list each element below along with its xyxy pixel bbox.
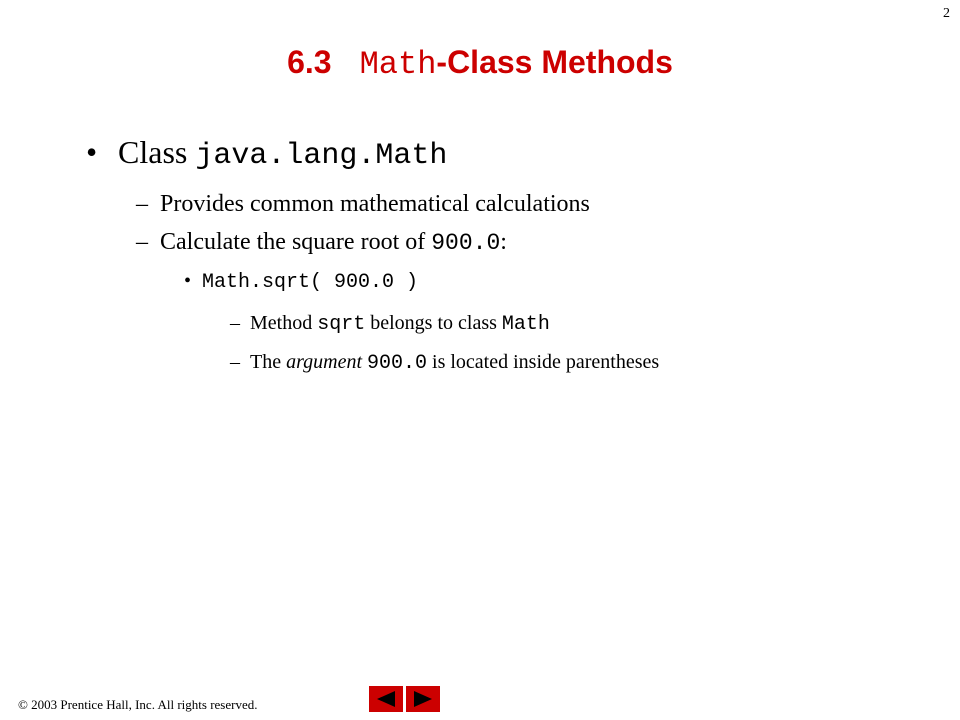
detail-emphasis: argument bbox=[286, 351, 363, 373]
sub-bullet-code: 900.0 bbox=[431, 230, 501, 256]
slide-navigation bbox=[369, 686, 440, 712]
bullet-code: java.lang.Math bbox=[195, 139, 448, 173]
detail-text: The bbox=[250, 351, 287, 373]
dash-icon: – bbox=[230, 312, 240, 334]
bullet-icon: • bbox=[86, 134, 98, 170]
right-arrow-icon bbox=[410, 689, 436, 709]
detail-code: 900.0 bbox=[367, 352, 428, 375]
previous-slide-button[interactable] bbox=[369, 686, 403, 712]
sub-bullet-provides bbox=[136, 191, 590, 218]
title-code: Math bbox=[359, 46, 437, 83]
code-text: Math.sqrt( 900.0 ) bbox=[202, 271, 419, 294]
detail-text: is located inside parentheses bbox=[427, 351, 660, 373]
sub-bullet-text: Calculate the square root of bbox=[160, 229, 432, 255]
next-slide-button[interactable] bbox=[406, 686, 440, 712]
section-number: 6.3 bbox=[287, 44, 332, 80]
detail-code: Math bbox=[501, 313, 550, 336]
dash-icon: – bbox=[230, 351, 240, 373]
dash-icon: – bbox=[136, 229, 148, 255]
title-rest: -Class Methods bbox=[436, 44, 673, 80]
page-number: 2 bbox=[943, 6, 950, 21]
detail-argument bbox=[230, 351, 659, 375]
dash-icon: – bbox=[136, 191, 148, 217]
sub-bullet-calculate bbox=[136, 229, 507, 256]
detail-method-sqrt bbox=[230, 312, 550, 336]
left-arrow-icon bbox=[373, 689, 399, 709]
detail-text: Method bbox=[250, 312, 318, 334]
sub-bullet-text: Provides common mathematical calculations bbox=[160, 191, 590, 217]
copyright-footer: © 2003 Prentice Hall, Inc. All rights reserved. bbox=[18, 697, 258, 712]
slide-title bbox=[0, 44, 960, 83]
bullet-class-java-lang-math bbox=[86, 134, 447, 173]
sub-bullet-suffix: : bbox=[500, 229, 507, 255]
detail-text: belongs to class bbox=[365, 312, 502, 334]
bullet-text: Class bbox=[118, 134, 196, 170]
detail-code: sqrt bbox=[317, 313, 366, 336]
bullet-icon: • bbox=[184, 270, 192, 292]
code-bullet-math-sqrt bbox=[184, 270, 418, 294]
